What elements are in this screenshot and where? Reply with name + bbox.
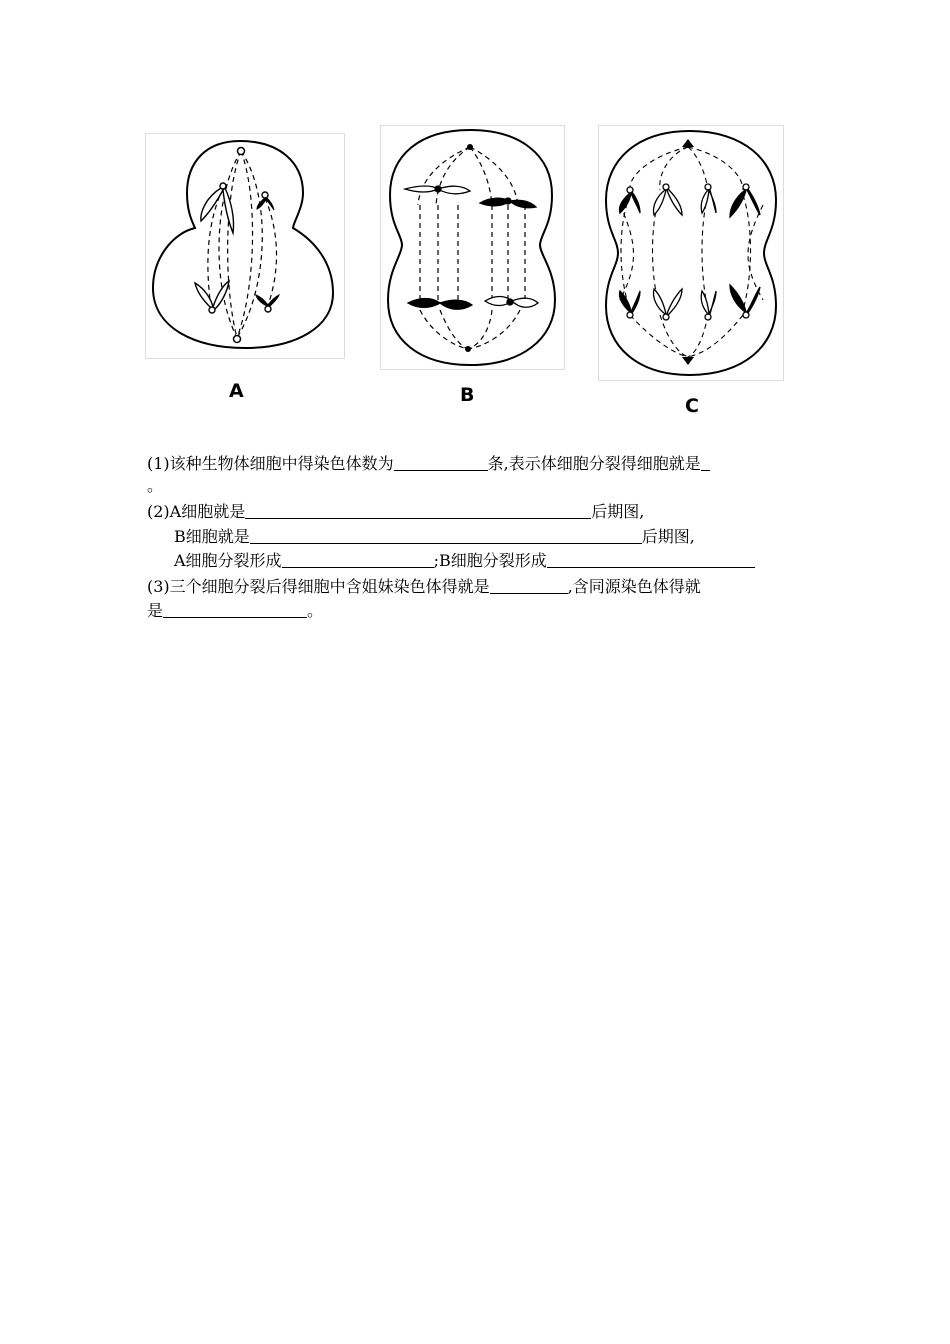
q1-count-blank[interactable]: [394, 454, 488, 471]
q2-b-text: B细胞就是: [174, 527, 250, 546]
q2-a-end: 后期图,: [591, 502, 645, 521]
question-3: [147, 575, 701, 599]
question-2-a: [147, 500, 644, 524]
question-2-b: [174, 525, 695, 549]
q2-c-b-blank[interactable]: [547, 551, 755, 568]
figure-label-a: A: [229, 380, 244, 402]
q3-end: 。: [307, 601, 324, 620]
question-3-end: [147, 599, 323, 623]
q1-cell-blank[interactable]: [701, 454, 710, 471]
figure-label-b: B: [460, 384, 475, 406]
question-1-end: [147, 474, 163, 498]
q2-b-blank[interactable]: [250, 527, 642, 544]
figure-label-c: C: [685, 395, 699, 417]
q1-text: (1)该种生物体细胞中得染色体数为: [147, 454, 394, 473]
q2-c-text: A细胞分裂形成: [174, 551, 282, 570]
cell-figure-a: [145, 133, 345, 359]
q2-a-text: (2)A细胞就是: [147, 502, 246, 521]
question-1: [147, 452, 710, 476]
question-2-c: [174, 549, 755, 573]
cell-figure-c: [598, 125, 784, 381]
q3-sister-blank[interactable]: [490, 577, 568, 594]
q3-text: (3)三个细胞分裂后得细胞中含姐妹染色体得就是: [147, 577, 490, 596]
q2-b-end: 后期图,: [641, 527, 695, 546]
q1-unit: 条,表示体细胞分裂得细胞就是: [487, 454, 701, 473]
q2-c-mid: ;B细胞分裂形成: [433, 551, 547, 570]
q3-mid: ,含同源染色体得就: [567, 577, 701, 596]
q2-a-blank[interactable]: [245, 502, 591, 519]
cell-figure-b: [380, 125, 565, 370]
q2-c-a-blank[interactable]: [282, 551, 434, 568]
q3-homolog-blank[interactable]: [163, 601, 307, 618]
q3-end-pre: 是: [147, 601, 164, 620]
q1-end: 。: [147, 476, 164, 495]
